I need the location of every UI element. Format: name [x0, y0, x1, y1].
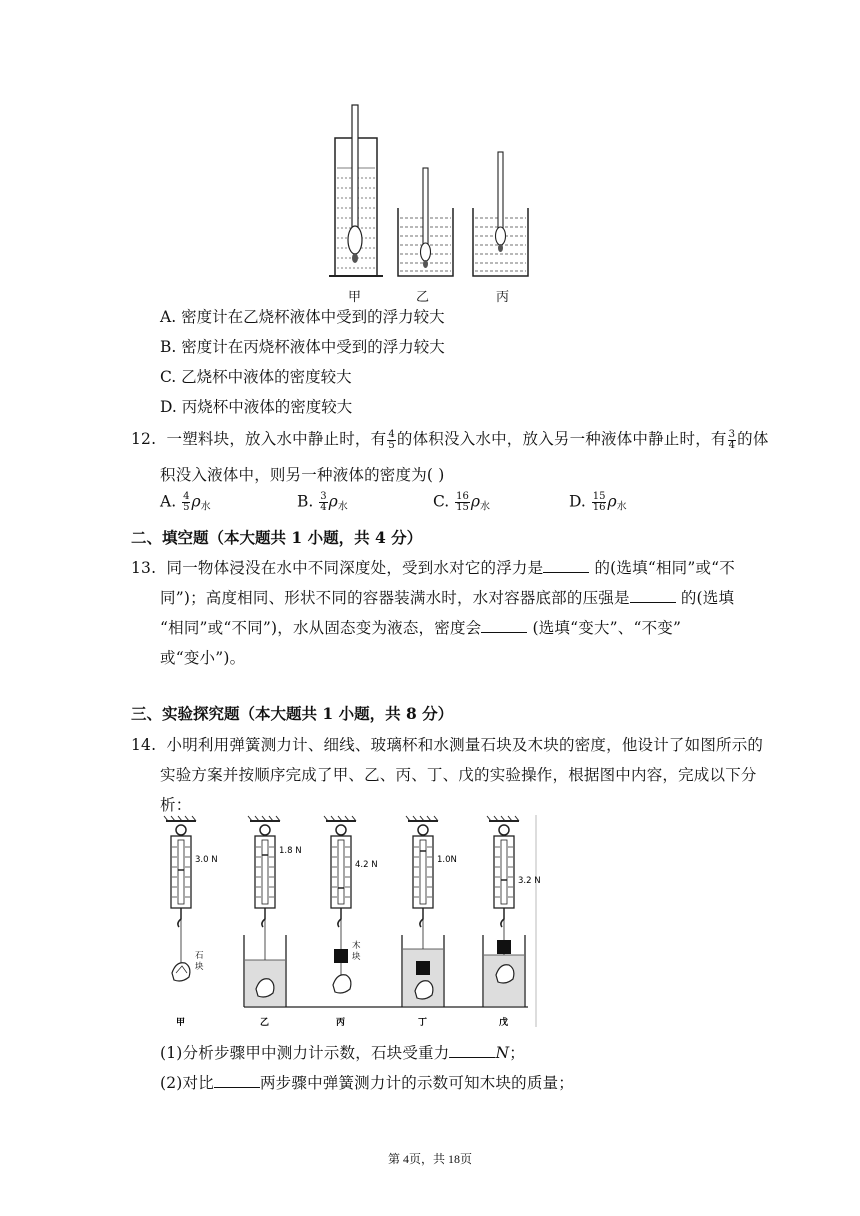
q13-line2: 同”)；高度相同、形状不同的容器装满水时，水对容器底部的压强是 的(选填 [160, 589, 735, 607]
reading-wu: 3.2 N [518, 876, 541, 886]
q13-line4: 或“变小”)。 [160, 649, 246, 667]
q12-option-d: D. $\frac{15}{16}$ $\rho_水$ [569, 491, 627, 513]
reading-jia: 3.0 N [195, 855, 218, 865]
stone-label [195, 951, 204, 972]
q12-option-a: A. $\frac{4}{5}$ $\rho_水$ [160, 491, 211, 513]
wood-label-1: 木 [352, 941, 361, 951]
page-footer: 第 4页，共 18页 [387, 1152, 472, 1166]
wood-label [352, 940, 361, 962]
answer-blank [481, 618, 527, 633]
reading-yi: 1.8 N [279, 846, 302, 856]
q13-line3: “相同”或“不同”)，水从固态变为液态，密度会 (选填“变大”、“不变” [160, 619, 682, 637]
q12-stem-line1: 12. 一塑料块，放入水中静止时，有 $\frac{4}{5}$ 的体积没入水中，放入另一种液体中静止时，有 $\frac{3}{4}$ 的体 [131, 428, 769, 451]
q11-option-c: C. 乙烧杯中液体的密度较大 [160, 368, 352, 386]
figure1-label-jia: 甲 [348, 290, 362, 305]
fraction: $\frac{3}{4}$ [728, 428, 736, 451]
q14-sub2: (2)对比 两步骤中弹簧测力计的示数可知木块的质量； [160, 1074, 574, 1092]
answer-blank [214, 1073, 260, 1088]
answer-blank [543, 558, 589, 573]
density-meter-figure [325, 100, 535, 310]
wood-label-2: 块 [352, 952, 361, 962]
q14-line2: 实验方案并按顺序完成了甲、乙、丙、丁、戊的实验操作，根据图中内容，完成以下分 [160, 766, 757, 784]
q12-option-c: C. $\frac{16}{15}$ $\rho_水$ [433, 491, 491, 513]
reading-bing: 4.2 N [355, 860, 378, 870]
fraction: $\frac{4}{5}$ [388, 428, 395, 451]
q11-option-b: B. 密度计在丙烧杯液体中受到的浮力较大 [160, 338, 445, 356]
section3-title: 三、实验探究题（本大题共 1 小题，共 8 分） [131, 704, 454, 723]
reading-ding: 1.0N [437, 855, 457, 865]
step-label-wu: 戊 [499, 1018, 509, 1028]
step-label-ding: 丁 [418, 1018, 428, 1028]
step-label-yi: 乙 [260, 1018, 270, 1028]
step-label-jia: 甲 [176, 1018, 186, 1028]
figure1-label-bing: 丙 [496, 290, 510, 305]
q12-option-b: B. $\frac{3}{4}$ $\rho_水$ [297, 491, 348, 513]
q13-line1: 13. 同一物体浸没在水中不同深度处，受到水对它的浮力是 的(选填“相同”或“不 [131, 559, 735, 577]
answer-blank [630, 588, 676, 603]
figure1-label-yi: 乙 [416, 290, 430, 305]
q11-option-d: D. 丙烧杯中液体的密度较大 [160, 398, 353, 416]
q11-option-a: A. 密度计在乙烧杯液体中受到的浮力较大 [160, 308, 445, 326]
answer-blank [449, 1043, 495, 1058]
q12-stem-line2: 积没入液体中，则另一种液体的密度为( ) [160, 466, 445, 484]
stone-label-1: 石 [195, 951, 204, 961]
section2-title: 二、填空题（本大题共 1 小题，共 4 分） [131, 528, 423, 547]
q14-sub1: (1)分析步骤甲中测力计示数，石块受重力 N； [160, 1044, 525, 1062]
stone-label-2: 块 [195, 962, 204, 972]
q14-line3: 析： [160, 796, 192, 814]
spring-balance-figure [158, 815, 543, 1030]
step-label-bing: 丙 [336, 1018, 346, 1028]
q14-line1: 14. 小明利用弹簧测力计、细线、玻璃杯和水测量石块及木块的密度，他设计了如图所示的 [131, 736, 764, 754]
